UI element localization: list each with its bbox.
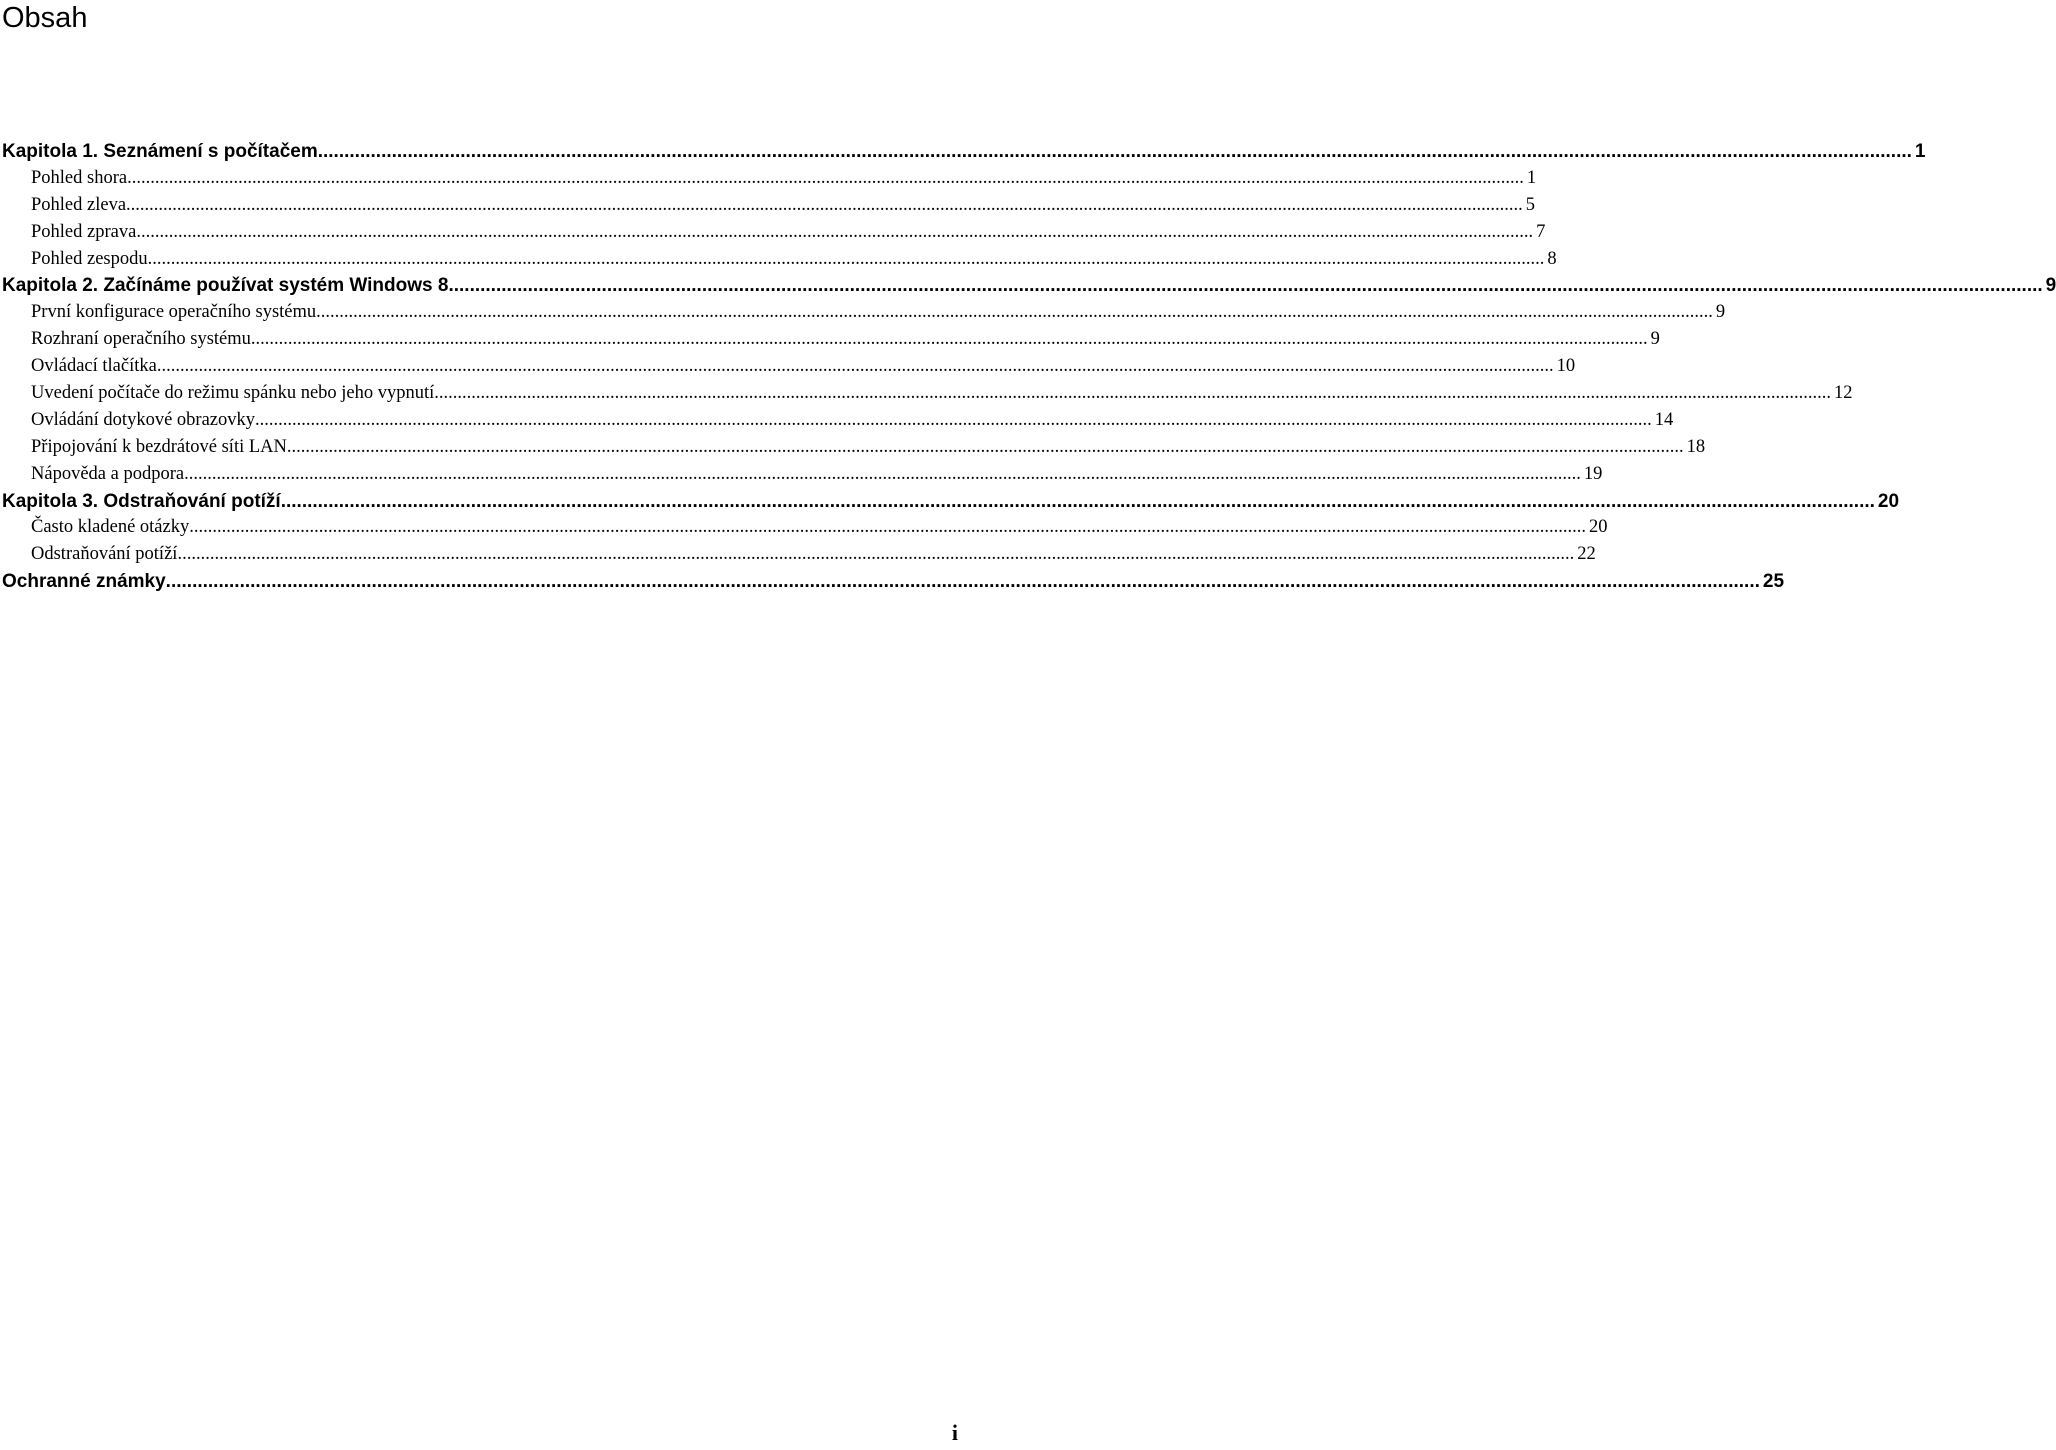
toc-entry-title: Odstraňování potíží [31, 544, 178, 565]
toc-section-entry[interactable] [0, 544, 1596, 571]
toc-section-entry[interactable] [0, 436, 1706, 464]
toc-dot-leader [316, 302, 1713, 323]
toc-entry-page: 20 [1588, 517, 1608, 538]
toc-dot-leader [281, 491, 1875, 513]
toc-section-entry[interactable] [0, 302, 1726, 329]
toc-chapter-entry[interactable] [0, 141, 1926, 168]
toc-dot-leader [166, 571, 1760, 593]
toc-chapter-entry[interactable] [0, 490, 1900, 518]
toc-dot-leader [287, 437, 1684, 458]
toc-entry-page: 19 [1583, 463, 1603, 484]
toc-dot-leader [251, 329, 1648, 350]
toc-entry-title: Kapitola 1. Seznámení s počítačem [2, 141, 318, 162]
toc-section-entry[interactable] [0, 356, 1576, 383]
toc-entry-page: 5 [1525, 194, 1536, 215]
toc-entry-page: 8 [1547, 248, 1557, 269]
table-of-contents [0, 141, 2056, 598]
toc-entry-title: Kapitola 3. Odstraňování potíží [2, 490, 281, 512]
toc-dot-leader [157, 356, 1554, 377]
toc-dot-leader [318, 141, 1912, 163]
toc-entry-title: Často kladené otázky [31, 517, 190, 538]
toc-section-entry[interactable] [0, 409, 1674, 437]
toc-entry-title: Připojování k bezdrátové síti LAN [31, 436, 287, 457]
toc-section-entry[interactable] [0, 517, 1608, 544]
toc-section-entry[interactable] [0, 167, 1537, 195]
toc-entry-page: 18 [1686, 436, 1706, 457]
toc-entry-page: 9 [1715, 302, 1726, 323]
toc-entry-page: 14 [1654, 409, 1674, 430]
toc-section-entry[interactable] [0, 329, 1660, 356]
toc-entry-title: Uvedení počítače do režimu spánku nebo jeho vypnutí [31, 383, 435, 404]
toc-dot-leader [136, 222, 1533, 243]
toc-entry-title: Ovládání dotykové obrazovky [31, 409, 255, 430]
toc-section-entry[interactable] [0, 383, 1853, 410]
toc-entry-title: Kapitola 2. Začínáme používat systém Windows 8 [2, 275, 449, 297]
toc-section-entry[interactable] [0, 248, 1557, 276]
toc-dot-leader [148, 249, 1545, 270]
toc-entry-title: Ovládací tlačítka [31, 356, 157, 377]
toc-chapter-entry[interactable] [0, 275, 2056, 302]
toc-entry-page: 12 [1834, 383, 1853, 404]
toc-entry-title: Nápověda a podpora [31, 463, 185, 484]
toc-dot-leader [255, 410, 1652, 431]
toc-dot-leader [177, 544, 1574, 565]
toc-dot-leader [127, 168, 1524, 189]
toc-entry-title: První konfigurace operačního systému [31, 302, 317, 323]
toc-entry-title: Ochranné známky [2, 571, 166, 593]
toc-entry-page: 22 [1577, 544, 1596, 565]
toc-entry-title: Pohled zprava [31, 221, 137, 242]
toc-dot-leader [448, 275, 2042, 297]
toc-entry-page: 9 [2045, 275, 2056, 297]
toc-entry-page: 20 [1877, 490, 1900, 512]
toc-entry-title: Pohled zleva [31, 194, 127, 215]
toc-dot-leader [434, 383, 1831, 404]
toc-dot-leader [184, 464, 1581, 485]
toc-entry-title: Pohled zespodu [31, 248, 148, 269]
toc-entry-title: Pohled shora [31, 167, 128, 188]
toc-chapter-entry[interactable] [0, 571, 1785, 598]
toc-entry-page: 9 [1650, 329, 1660, 350]
toc-entry-page: 25 [1762, 571, 1785, 593]
page-title: Obsah [2, 2, 88, 34]
toc-entry-page: 7 [1536, 221, 1546, 242]
toc-entry-page: 10 [1556, 356, 1576, 377]
toc-section-entry[interactable] [0, 221, 1546, 249]
toc-entry-page: 1 [1914, 141, 1926, 162]
toc-section-entry[interactable] [0, 463, 1603, 491]
toc-entry-title: Rozhraní operačního systému [31, 329, 251, 350]
toc-dot-leader [126, 195, 1523, 216]
page-number: i [951, 1420, 958, 1445]
toc-entry-page: 1 [1526, 167, 1537, 188]
toc-section-entry[interactable] [0, 194, 1536, 222]
toc-dot-leader [189, 517, 1586, 538]
